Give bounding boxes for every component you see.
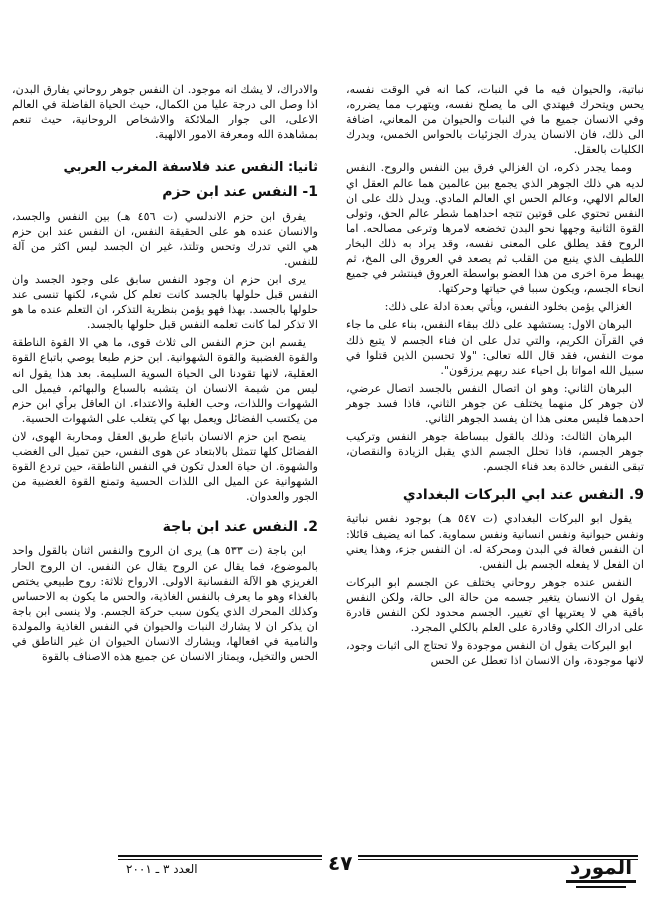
paragraph: يقول ابو البركات البغدادي (ت ٥٤٧ هـ) بوجود نفس نباتية ونفس حيوانية ونفس انسانية ونفس سماوية. كما انه يضيف قائلا: ان النفس فعالة في البدن ومحركة له. ان النفس جزء، وهذا يعني ان الفعل لا يفعله الجسم بل النفس. — [346, 512, 644, 571]
paragraph: البرهان الاول: يستشهد على ذلك ببقاء النفس، بناء على ما جاء في القرآن الكريم، والتي تدل على ان فناء الجسم لا يتبع ذلك موت النفس، فقد قال الله تعالى: "ولا تحسبن الذين قتلوا في سبيل الله امواتا بل احياء عند ربهم يرزقون". — [346, 318, 644, 377]
left-column — [12, 82, 318, 667]
paragraph: ابن باجة (ت ٥٣٣ هـ) يرى ان الروح والنفس اثنان بالقول واحد بالموضوع، فما يقال عن الروح يقال عن النفس. ان الروح الحار الغريزي هو الآلة النفسانية الاولى. الارواح ثلاثة: روح طبيعي يختص بالغذاء وهو ما يعرف بالنفس الغاذية، والحس ما يكون به الاحساس وكذلك المحرك الذي يكون سبب حركة الجسم. ولا ينسى ابن باجة ان يذكر ان لا يشارك النبات والحيوان في النفس الغاذية والمولدة والنامية في افعالها، ويشارك الانسان الحيوان ان غير الناطق في الحس والتخيل، ويمتاز الانسان عن جميع هذه الاصناف بالقوة — [12, 544, 318, 664]
paragraph: الغزالي يؤمن بخلود النفس، ويأتي بعدة ادلة على ذلك: — [384, 300, 632, 314]
paragraph: النفس عنده جوهر روحاني يختلف عن الجسم ابو البركات يقول ان الانسان يتغير جسمه من حالة الى حالة، ولكن النفس باقية هي لا يعتريها اي تغيير. الجسم محدود لكن النفس قادرة على ادراك الكلي وقادرة على العلم بالكلي المجرد. — [346, 575, 644, 635]
paragraph: البرهان الثاني: وهو ان اتصال النفس بالجسد اتصال عرضي، لان جوهر كل منهما يختلف عن جوهر الثاني، فاذا فسد جوهر احدهما فليس معنى هذا ان يفسد الجوهر الثاني. — [346, 381, 644, 425]
logo-underline — [566, 880, 636, 883]
sub-heading-ibn-hazm: 1- النفس عند ابن حزم — [162, 184, 318, 201]
sub-heading-ibn-bajja: 2. النفس عند ابن باجة — [162, 519, 318, 536]
journal-name: المورد — [569, 855, 633, 879]
paragraph: يفرق ابن حزم الاندلسي (ت ٤٥٦ هـ) بين النفس والجسد، والانسان عنده هو على الحقيقة النفس، ان النفس عند ابن حزم هي التي تدرك وتحس وتلتذ، غير ان الجسد ليس اكثر من آلة للنفس. — [12, 209, 318, 268]
section-heading-abu-barakat: 9. النفس عند ابي البركات البغدادي — [402, 487, 644, 504]
paragraph: ينصح ابن حزم الانسان باتباع طريق العقل ومحاربة الهوى، لان الفضائل كلها تتمثل بالابتعاد عن هوى النفس، حين تميل الى الغضب والشهوة. ان حياة العدل تكون في النفس الناطقة، حين تردع القوة الشهوانية عن الميل الى اللذات الحسية وتمنع القوة الغضبية من الجور والعدوان. — [12, 429, 318, 504]
section-heading-maghreb: ثانيا: النفس عند فلاسفة المغرب العربي — [63, 160, 318, 176]
footer-issue: العدد ٣ ـ ٢٠٠١ — [126, 862, 198, 876]
right-column — [346, 82, 644, 671]
paragraph: ابو البركات يقول ان النفس موجودة ولا تحتاج الى اثبات وجود، لانها موجودة، وان الانسان اذا تعطل عن الحس — [346, 639, 644, 668]
paragraph: البرهان الثالث: وذلك بالقول ببساطة جوهر النفس وتركيب جوهر الجسم، فاذا تحلل الجسم الذي يقبل الزيادة والنقصان، تبقى النفس خالدة بعد فناء الجسم. — [346, 430, 644, 474]
logo-underline-small — [576, 886, 626, 888]
paragraph: نباتية، والحيوان فيه ما في النبات، كما انه في الوقت نفسه، يحس ويتحرك فيهتدي الى ما يصلح نفسه، ويتهرب مما يضرره، وفي الانسان جميع ما في النبات والحيوان من المعاني، اضافة الى ذلك، فان الانسان يدرك الجزئيات بالحواس الخمس، ويدرك الكليات بالعقل. — [346, 83, 644, 157]
page-number: ٤٧ — [322, 851, 358, 875]
paragraph: يقسم ابن حزم النفس الى ثلاث قوى، ما هي الا القوة الناطقة والقوة الغضبية والقوة الشهوانية. ابن حزم طبعا يوصي باتباع القوة العقلية، لانها تقودنا الى الحياة السوية السليمة. بعد هذا يقول انه ليس من شيمة الانسان ان يتشبه بالسباع والبهائم، فيميل الى الشهوات واللذات، وحب الغلبة والاعتداء. ان العاقل برأي ابن حزم من يكتسب الفضائل ويعمل بها كي يتغلب على الشهوات الحسية. — [12, 336, 318, 425]
paragraph: يرى ابن حزم ان وجود النفس سابق على وجود الجسد وان النفس قبل حلولها بالجسد كانت تعلم كل شيء، لكنها تنسى عند حلولها بالجسد. بهذا فهو يؤمن بنظرية التذكر، ان التعلم عنده ما هو الا تذكر لما كانت تعلمه النفس قبل حلولها بالجسد. — [12, 272, 318, 332]
paragraph: ومما يجدر ذكره، ان الغزالي فرق بين النفس والروح. النفس لديه هي ذلك الجوهر الذي يجمع بين عالمين هما عالم العقل اي العالم الالهي، وعالم الحس اي العالم المادي. ويدل ذلك على ان النفس تحتوي على قوتين تتجه احداهما شطر عالم الحق، وتولى القوة الثانية وجهها نحو البدن تخضعه لامرها وترعى مصالحه. اما الروح فقد يطلق على المعنى نفسه، وقد يراد به ذلك البخار اللطيف الذي ينبع من القلب ثم يصعد في العروق الى المخ، ثم يهبط مرة اخرى من هذا العضو بواسطة العروق فينتشر في جميع انحاء الجسم، ويكون سببا في حياتها وحركتها. — [346, 161, 644, 296]
paragraph: والادراك، لا يشك انه موجود. ان النفس جوهر روحاني يفارق البدن، اذا وصل الى درجة عليا من الكمال، حيث الحياة الفاضلة في العالم الاعلى، الى جوار الملائكة والاشخاص الروحانية، حيث تنعم بمشاهدة الله ومعرفة الامور الالهية. — [12, 83, 318, 142]
journal-logo — [560, 856, 642, 894]
